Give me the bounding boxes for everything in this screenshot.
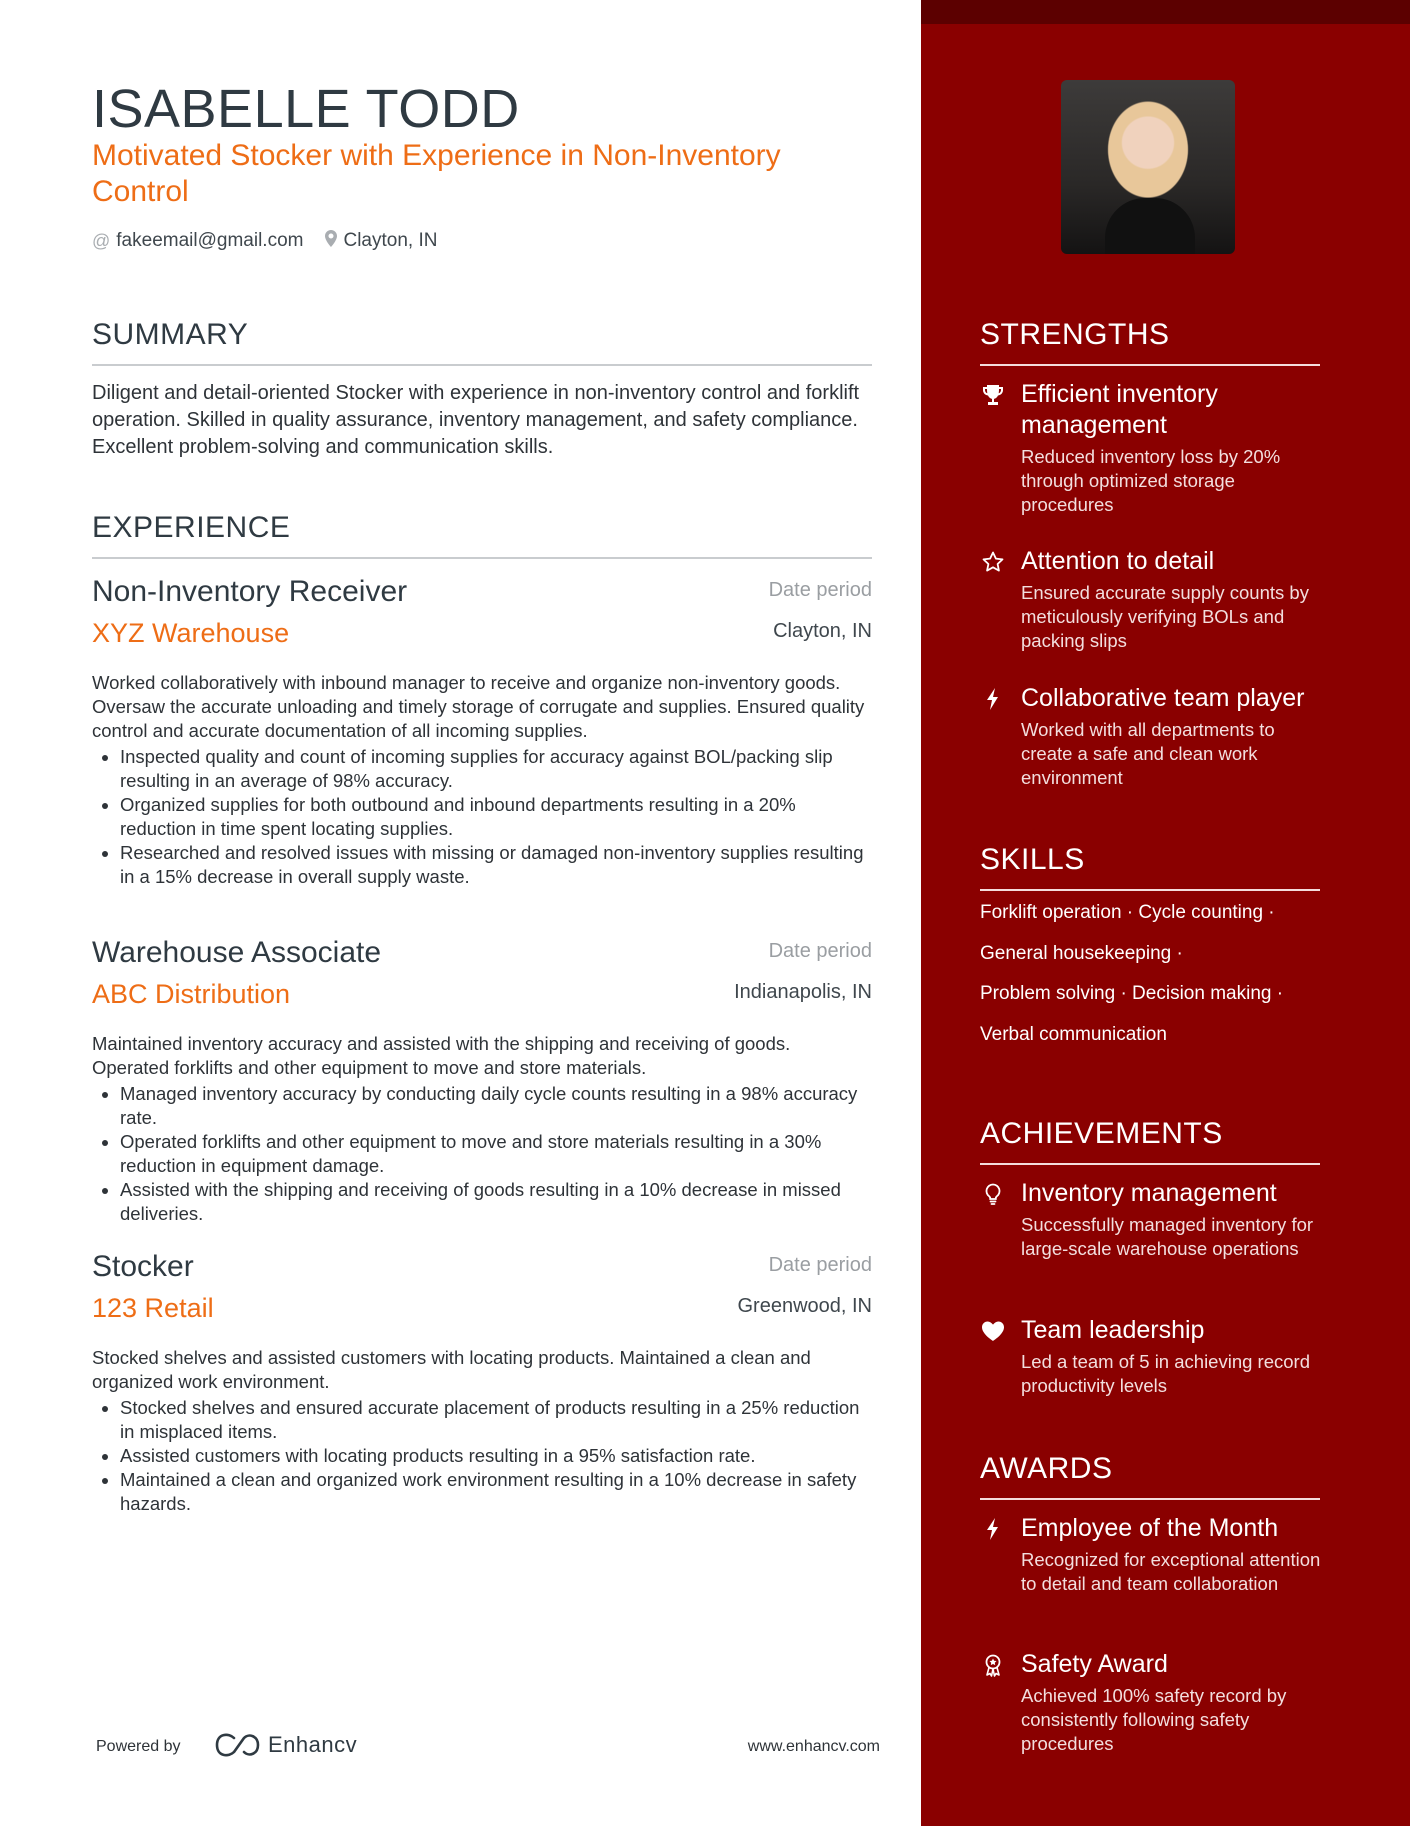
strength-item xyxy=(980,683,1325,790)
strength-description: Ensured accurate supply counts by meticulously verifying BOLs and packing slips xyxy=(1021,582,1309,651)
achievement-title: Team leadership xyxy=(1021,1316,1205,1344)
job-title: Non-Inventory Receiver xyxy=(92,575,408,608)
strengths-heading: STRENGTHS xyxy=(980,318,1170,351)
lightbulb-icon xyxy=(980,1181,1006,1207)
job-bullets xyxy=(92,1396,872,1516)
strength-item xyxy=(980,546,1325,653)
job-date: Date period xyxy=(768,1254,872,1276)
candidate-name: ISABELLE TODD xyxy=(92,79,520,139)
job-title: Warehouse Associate xyxy=(92,936,382,969)
star-icon xyxy=(980,549,1006,575)
email-text: fakeemail@gmail.com xyxy=(116,230,304,251)
email-contact[interactable] xyxy=(92,230,303,252)
achievement-item xyxy=(980,1315,1325,1398)
job-company: ABC Distribution xyxy=(92,979,291,1009)
achievement-title: Inventory management xyxy=(1021,1179,1277,1207)
strength-description: Reduced inventory loss by 20% through optimized storage procedures xyxy=(1021,446,1281,515)
job-bullet: • Assisted with the shipping and receiving of goods resulting in a 10% decrease in missed deliveries. xyxy=(120,1178,872,1226)
achievements-divider xyxy=(980,1163,1320,1165)
achievements-heading: ACHIEVEMENTS xyxy=(980,1117,1223,1150)
award-medal-icon xyxy=(980,1652,1006,1678)
footer-url[interactable]: www.enhancv.com xyxy=(747,1738,880,1755)
strength-title: Attention to detail xyxy=(1021,547,1215,575)
skills-list xyxy=(980,902,1325,1064)
award-title: Safety Award xyxy=(1021,1650,1168,1678)
job-entry xyxy=(92,575,872,889)
skills-line: Verbal communication xyxy=(980,1023,1167,1045)
job-bullet: • Maintained a clean and organized work environment resulting in a 10% decrease in safety hazards. xyxy=(120,1468,872,1516)
achievement-item xyxy=(980,1178,1325,1261)
experience-divider xyxy=(92,557,872,559)
enhancv-logo[interactable] xyxy=(214,1732,357,1758)
experience-heading: EXPERIENCE xyxy=(92,511,291,544)
job-bullet: • Organized supplies for both outbound and inbound departments resulting in a 20% reduction in time spent locating supplies. xyxy=(120,793,872,841)
heart-icon xyxy=(980,1318,1006,1344)
summary-text: Diligent and detail-oriented Stocker with experience in non-inventory control and forklift operation. Skilled in quality assurance, inventory management, and safety compliance. Excellent problem-solving and communication skills. xyxy=(92,382,860,458)
award-description: Achieved 100% safety record by consistently following safety procedures xyxy=(1021,1685,1287,1754)
location-contact xyxy=(325,230,437,252)
award-description: Recognized for exceptional attention to detail and team collaboration xyxy=(1021,1549,1321,1594)
strength-item xyxy=(980,379,1325,517)
lightning-icon xyxy=(980,686,1006,712)
enhancv-logo-icon xyxy=(214,1733,260,1757)
job-bullets xyxy=(92,745,872,889)
at-sign-icon: @ xyxy=(92,230,111,251)
award-item xyxy=(980,1649,1325,1756)
skills-line: General housekeeping · xyxy=(980,942,1183,964)
job-company: 123 Retail xyxy=(92,1293,214,1323)
job-description: Stocked shelves and assisted customers with locating products. Maintained a clean and organized work environment. xyxy=(92,1347,811,1392)
awards-divider xyxy=(980,1498,1320,1500)
awards-heading: AWARDS xyxy=(980,1452,1113,1485)
job-date: Date period xyxy=(768,579,872,601)
job-location: Greenwood, IN xyxy=(737,1295,872,1317)
brand-name: Enhancv xyxy=(268,1732,358,1757)
skills-heading: SKILLS xyxy=(980,843,1085,876)
award-item xyxy=(980,1513,1325,1596)
footer xyxy=(96,1732,880,1762)
job-location: Indianapolis, IN xyxy=(734,981,872,1003)
job-bullets xyxy=(92,1082,872,1226)
summary-heading: SUMMARY xyxy=(92,318,249,351)
sidebar-top-bar xyxy=(921,0,1410,24)
powered-by-label: Powered by xyxy=(96,1738,181,1755)
achievement-description: Led a team of 5 in achieving record productivity levels xyxy=(1021,1351,1310,1396)
job-entry xyxy=(92,936,872,1226)
job-title: Stocker xyxy=(92,1250,194,1283)
location-text: Clayton, IN xyxy=(343,230,438,251)
strength-title: Efficient inventory management xyxy=(1021,380,1218,439)
job-bullet: • Researched and resolved issues with missing or damaged non-inventory supplies resulting in a 15% decrease in overall supply waste. xyxy=(120,841,872,889)
job-date: Date period xyxy=(768,940,872,962)
job-bullet: • Inspected quality and count of incoming supplies for accuracy against BOL/packing slip resulting in an average of 98% accuracy. xyxy=(120,745,872,793)
job-bullet: • Managed inventory accuracy by conducting daily cycle counts resulting in a 98% accuracy rate. xyxy=(120,1082,872,1130)
skills-divider xyxy=(980,889,1320,891)
job-entry xyxy=(92,1250,872,1516)
strength-title: Collaborative team player xyxy=(1021,684,1305,712)
contact-info xyxy=(92,230,437,252)
sidebar xyxy=(921,0,1410,1826)
job-company: XYZ Warehouse xyxy=(92,618,290,648)
job-location: Clayton, IN xyxy=(773,620,872,642)
job-description: Maintained inventory accuracy and assisted with the shipping and receiving of goods. Operated forklifts and other equipment to move and store materials. xyxy=(92,1033,791,1078)
award-title: Employee of the Month xyxy=(1021,1514,1279,1542)
job-bullet: • Operated forklifts and other equipment to move and store materials resulting in a 30% reduction in equipment damage. xyxy=(120,1130,872,1178)
strengths-divider xyxy=(980,364,1320,366)
skills-line: Problem solving · Decision making · xyxy=(980,983,1284,1004)
strength-description: Worked with all departments to create a safe and clean work environment xyxy=(1021,719,1275,788)
achievement-description: Successfully managed inventory for large-scale warehouse operations xyxy=(1021,1214,1314,1259)
profile-photo xyxy=(1061,80,1235,254)
trophy-icon xyxy=(980,382,1006,408)
job-bullet: • Stocked shelves and ensured accurate placement of products resulting in a 25% reduction in misplaced items. xyxy=(120,1396,872,1444)
job-description: Worked collaboratively with inbound manager to receive and organize non-inventory goods. Oversaw the accurate unloading and timely storage of corrugate and supplies. Ensured quality control and accurate documentation of all incoming supplies. xyxy=(92,672,865,741)
candidate-headline: Motivated Stocker with Experience in Non-Inventory Control xyxy=(92,139,781,208)
lightning-icon xyxy=(980,1516,1006,1542)
job-bullet: • Assisted customers with locating products resulting in a 95% satisfaction rate. xyxy=(120,1444,872,1468)
location-pin-icon xyxy=(325,230,337,252)
summary-divider xyxy=(92,364,872,366)
skills-line: Forklift operation · Cycle counting · xyxy=(980,902,1275,923)
